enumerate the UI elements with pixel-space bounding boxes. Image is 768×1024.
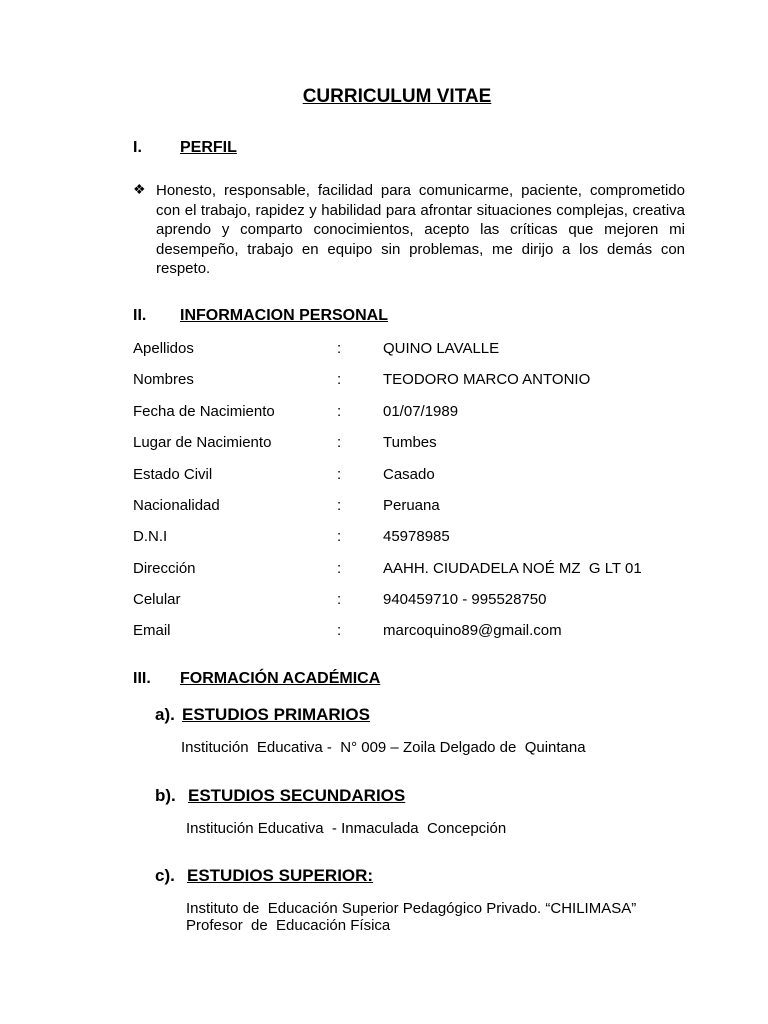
info-separator: : [337,466,342,483]
info-separator: : [337,560,342,577]
secundarios-school: Institución Educativa - Inmaculada Concepción [186,820,507,837]
document-title: CURRICULUM VITAE [302,86,492,107]
superior-institute: Instituto de Educación Superior Pedagógico Privado. “CHILIMASA” [186,900,637,917]
subsection-heading-superior: ESTUDIOS SUPERIOR: [187,866,374,885]
subsection-heading-secundarios: ESTUDIOS SECUNDARIOS [188,786,406,805]
info-label: Nombres [133,371,194,388]
section-heading-personal: INFORMACION PERSONAL [180,307,388,324]
info-label: Lugar de Nacimiento [133,434,272,451]
info-separator: : [337,403,342,420]
diamond-bullet-icon: ❖ [133,181,146,197]
info-label: D.N.I [133,528,168,545]
section-number-perfil: I. [133,139,142,156]
info-label: Dirección [133,560,196,577]
info-separator: : [337,622,342,639]
info-label: Apellidos [133,340,194,357]
info-separator: : [337,528,342,545]
info-label: Fecha de Nacimiento [133,403,275,420]
section-heading-formacion: FORMACIÓN ACADÉMICA [180,670,381,687]
info-label: Estado Civil [133,466,213,483]
info-value: TEODORO MARCO ANTONIO [383,371,591,388]
section-number-personal: II. [133,307,147,324]
info-value: Peruana [383,497,440,514]
info-value: 01/07/1989 [383,403,459,420]
info-value: Casado [383,466,435,483]
info-value: QUINO LAVALLE [383,340,500,357]
info-value: 940459710 - 995528750 [383,591,547,608]
subsection-letter-primarios: a). [155,705,175,724]
info-value: Tumbes [383,434,437,451]
info-separator: : [337,371,342,388]
superior-degree: Profesor de Educación Física [186,917,391,934]
info-value: 45978985 [383,528,450,545]
info-separator: : [337,591,342,608]
subsection-heading-primarios: ESTUDIOS PRIMARIOS [182,705,370,724]
info-separator: : [337,434,342,451]
section-number-formacion: III. [133,670,151,687]
profile-text: Honesto, responsable, facilidad para comunicarme, paciente, comprometido con el trabajo, rapidez y habilidad para afrontar situaciones complejas, creativa aprendo y comparto conocimientos, acepto las críticas que mejoren mi desempeño, trabajo en equipo sin problemas, me dirijo a los demás con respeto. [156,182,685,277]
info-label: Nacionalidad [133,497,220,514]
subsection-letter-secundarios: b). [155,786,176,805]
section-heading-perfil: PERFIL [180,139,237,156]
info-separator: : [337,497,342,514]
info-value: marcoquino89@gmail.com [383,622,562,639]
primarios-school: Institución Educativa - N° 009 – Zoila Delgado de Quintana [181,739,586,756]
info-separator: : [337,340,342,357]
subsection-letter-superior: c). [155,866,175,885]
info-label: Email [133,622,171,639]
info-label: Celular [133,591,181,608]
info-value: AAHH. CIUDADELA NOÉ MZ G LT 01 [383,560,642,577]
